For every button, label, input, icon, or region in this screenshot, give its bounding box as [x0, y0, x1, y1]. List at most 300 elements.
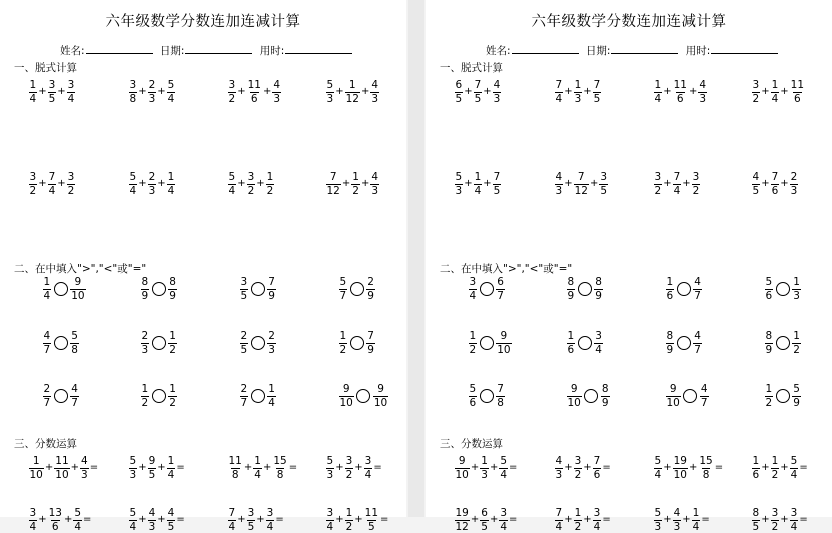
- fraction: [752, 508, 761, 532]
- denominator: 4: [555, 520, 563, 533]
- fraction: [29, 172, 38, 196]
- fraction: [272, 80, 281, 104]
- operator: +: [761, 86, 770, 97]
- numerator: 6: [497, 276, 504, 288]
- denominator: 6: [250, 92, 258, 105]
- fraction: [654, 456, 663, 480]
- denominator: 4: [790, 468, 798, 481]
- fraction: [496, 384, 505, 408]
- denominator: 5: [593, 92, 601, 105]
- denominator: 4: [500, 520, 508, 533]
- numerator: 7: [474, 79, 482, 91]
- denominator: 4: [595, 343, 602, 356]
- fraction: [326, 80, 335, 104]
- answer-circle[interactable]: [776, 336, 790, 350]
- numerator: 1: [268, 383, 275, 395]
- numerator: 9: [669, 383, 677, 395]
- denominator: 3: [326, 92, 334, 105]
- denominator: 3: [793, 289, 800, 302]
- name-label: 姓名:: [60, 45, 85, 57]
- denominator: 9: [595, 289, 602, 302]
- section-heading-ops: 三、分数运算: [440, 438, 503, 450]
- answer-circle[interactable]: [251, 389, 265, 403]
- answer-circle[interactable]: [251, 336, 265, 350]
- numerator: 1: [345, 507, 353, 519]
- denominator: 7: [700, 396, 708, 409]
- operator: +: [157, 86, 166, 97]
- calc-problem: [28, 172, 76, 196]
- operator: +: [780, 86, 789, 97]
- numerator: 3: [654, 171, 662, 183]
- numerator: 11: [673, 79, 687, 91]
- denominator: 6: [752, 468, 760, 481]
- answer-circle[interactable]: [480, 389, 494, 403]
- denominator: 4: [167, 184, 175, 197]
- page-title: 六年级数学分数连加连减计算: [531, 14, 727, 30]
- operator: +: [256, 178, 265, 189]
- operator: +: [335, 86, 344, 97]
- fraction: [469, 384, 478, 408]
- calc-problem: [454, 172, 502, 196]
- ops-problem: [227, 508, 284, 532]
- fraction: [771, 508, 780, 532]
- numerator: 4: [81, 455, 88, 467]
- fraction: [790, 172, 799, 196]
- numerator: 1: [793, 276, 800, 288]
- answer-circle[interactable]: [152, 389, 166, 403]
- operator: +: [780, 514, 789, 525]
- numerator: 8: [595, 276, 602, 288]
- operator: +: [38, 86, 47, 97]
- denominator: 6: [593, 468, 601, 481]
- fraction: [698, 80, 707, 104]
- numerator: 8: [752, 507, 760, 519]
- denominator: 2: [771, 520, 779, 533]
- numerator: 4: [43, 330, 51, 342]
- name-blank[interactable]: [512, 44, 579, 54]
- numerator: 3: [600, 171, 608, 183]
- numerator: 3: [247, 507, 255, 519]
- denominator: 4: [266, 520, 274, 533]
- numerator: 3: [67, 171, 75, 183]
- denominator: 2: [169, 396, 176, 409]
- numerator: 2: [240, 330, 248, 342]
- fraction: [141, 331, 150, 355]
- calc-problem: [325, 80, 380, 104]
- denominator: 10: [55, 468, 69, 481]
- equals-sign: =: [509, 462, 518, 473]
- fraction: [752, 172, 761, 196]
- student-info-line: [60, 43, 356, 58]
- fraction: [272, 456, 287, 480]
- fraction: [771, 172, 780, 196]
- numerator: 1: [765, 383, 773, 395]
- fraction: [240, 277, 249, 301]
- numerator: 8: [169, 276, 176, 288]
- answer-circle[interactable]: [578, 282, 592, 296]
- fraction: [455, 80, 464, 104]
- numerator: 7: [673, 171, 681, 183]
- numerator: 5: [71, 330, 78, 342]
- operator: +: [682, 514, 691, 525]
- fraction: [574, 456, 583, 480]
- fraction: [228, 508, 237, 532]
- denominator: 2: [339, 343, 347, 356]
- fraction: [790, 80, 805, 104]
- fraction: [43, 277, 52, 301]
- name-blank[interactable]: [86, 44, 153, 54]
- answer-circle[interactable]: [584, 389, 598, 403]
- calc-problem: [751, 80, 806, 104]
- operator: +: [682, 178, 691, 189]
- denominator: 4: [673, 184, 681, 197]
- fraction: [792, 331, 801, 355]
- fraction: [167, 508, 176, 532]
- fraction: [240, 384, 249, 408]
- fraction: [148, 456, 157, 480]
- answer-circle[interactable]: [578, 336, 592, 350]
- numerator: 8: [567, 276, 575, 288]
- numerator: 1: [574, 79, 582, 91]
- fraction: [469, 277, 478, 301]
- numerator: 3: [326, 507, 334, 519]
- numerator: 6: [455, 79, 463, 91]
- answer-circle[interactable]: [350, 282, 364, 296]
- denominator: 9: [367, 343, 374, 356]
- answer-circle[interactable]: [251, 282, 265, 296]
- denominator: 3: [81, 468, 88, 481]
- answer-circle[interactable]: [54, 336, 68, 350]
- fraction: [366, 331, 375, 355]
- denominator: 8: [702, 468, 710, 481]
- numerator: 4: [700, 383, 708, 395]
- ops-problem: [325, 508, 389, 532]
- fraction: [771, 80, 780, 104]
- numerator: 1: [266, 171, 274, 183]
- answer-circle[interactable]: [54, 282, 68, 296]
- compare-problem: [764, 277, 801, 301]
- numerator: 9: [570, 383, 578, 395]
- denominator: 3: [268, 343, 275, 356]
- date-blank[interactable]: [185, 44, 252, 54]
- denominator: 12: [345, 92, 359, 105]
- denominator: 4: [326, 520, 334, 533]
- compare-problem: [140, 277, 177, 301]
- answer-circle[interactable]: [677, 282, 691, 296]
- numerator: 3: [240, 276, 248, 288]
- denominator: 4: [790, 520, 798, 533]
- numerator: 15: [699, 455, 713, 467]
- calc-problem: [227, 80, 282, 104]
- numerator: 7: [771, 171, 779, 183]
- operator: +: [360, 86, 370, 97]
- fraction: [247, 80, 262, 104]
- fraction: [129, 508, 138, 532]
- numerator: 7: [268, 276, 275, 288]
- compare-problem: [566, 331, 603, 355]
- fraction: [594, 331, 603, 355]
- denominator: 3: [148, 520, 156, 533]
- name-label: 姓名:: [486, 45, 511, 57]
- fraction: [792, 384, 801, 408]
- calc-problem: [227, 172, 275, 196]
- numerator: 2: [367, 276, 374, 288]
- numerator: 1: [169, 330, 176, 342]
- fraction: [345, 456, 354, 480]
- numerator: 5: [500, 455, 508, 467]
- compare-problem: [42, 384, 79, 408]
- answer-circle[interactable]: [356, 389, 370, 403]
- fraction: [496, 331, 511, 355]
- equals-sign: =: [380, 514, 389, 525]
- date-blank[interactable]: [611, 44, 678, 54]
- denominator: 6: [771, 184, 779, 197]
- section-heading-compare: 二、在中填入">","<"或"=": [14, 263, 147, 275]
- denominator: 3: [129, 468, 137, 481]
- fraction: [370, 172, 379, 196]
- denominator: 8: [71, 343, 78, 356]
- denominator: 2: [247, 184, 255, 197]
- fraction: [666, 384, 681, 408]
- fraction: [351, 172, 360, 196]
- answer-circle[interactable]: [776, 282, 790, 296]
- operator: +: [663, 178, 672, 189]
- denominator: 4: [167, 92, 175, 105]
- numerator: 1: [692, 507, 700, 519]
- denominator: 12: [326, 184, 340, 197]
- denominator: 4: [692, 520, 700, 533]
- answer-circle[interactable]: [152, 336, 166, 350]
- numerator: 11: [55, 455, 69, 467]
- numerator: 2: [148, 79, 156, 91]
- denominator: 7: [43, 343, 51, 356]
- numerator: 4: [148, 507, 156, 519]
- numerator: 2: [790, 171, 798, 183]
- operator: +: [262, 462, 272, 473]
- operator: +: [341, 178, 351, 189]
- numerator: 8: [141, 276, 149, 288]
- answer-circle[interactable]: [152, 282, 166, 296]
- equals-sign: =: [176, 462, 185, 473]
- operator: +: [138, 462, 147, 473]
- operator: +: [237, 86, 246, 97]
- denominator: 7: [694, 343, 701, 356]
- denominator: 3: [273, 92, 281, 105]
- numerator: 1: [666, 276, 674, 288]
- denominator: 6: [567, 343, 575, 356]
- numerator: 8: [601, 383, 609, 395]
- numerator: 5: [654, 507, 662, 519]
- fraction: [70, 331, 79, 355]
- denominator: 4: [228, 184, 236, 197]
- fraction: [499, 508, 508, 532]
- denominator: 7: [497, 289, 504, 302]
- fraction: [141, 384, 150, 408]
- numerator: 3: [228, 79, 236, 91]
- fraction: [752, 80, 761, 104]
- numerator: 1: [32, 455, 40, 467]
- numerator: 5: [455, 171, 463, 183]
- calc-problem: [28, 80, 76, 104]
- numerator: 3: [266, 507, 274, 519]
- denominator: 9: [666, 343, 674, 356]
- answer-circle[interactable]: [677, 336, 691, 350]
- numerator: 1: [793, 330, 800, 342]
- numerator: 1: [474, 171, 482, 183]
- denominator: 3: [455, 184, 463, 197]
- fraction: [474, 172, 483, 196]
- denominator: 2: [141, 396, 149, 409]
- denominator: 3: [654, 520, 662, 533]
- denominator: 4: [654, 92, 662, 105]
- fraction: [48, 80, 57, 104]
- numerator: 1: [771, 455, 779, 467]
- operator: +: [483, 86, 492, 97]
- operator: +: [470, 514, 480, 525]
- denominator: 5: [493, 184, 501, 197]
- denominator: 6: [51, 520, 59, 533]
- fraction: [666, 277, 675, 301]
- fraction: [567, 331, 576, 355]
- operator: +: [57, 178, 66, 189]
- operator: +: [63, 514, 73, 525]
- denominator: 8: [129, 92, 137, 105]
- fraction: [167, 80, 176, 104]
- fraction: [567, 277, 576, 301]
- denominator: 2: [771, 468, 779, 481]
- numerator: 3: [790, 507, 798, 519]
- fraction: [141, 277, 150, 301]
- numerator: 11: [228, 455, 242, 467]
- numerator: 3: [574, 455, 582, 467]
- denominator: 10: [666, 396, 680, 409]
- denominator: 12: [574, 184, 588, 197]
- denominator: 6: [666, 289, 674, 302]
- numerator: 5: [765, 276, 773, 288]
- answer-circle[interactable]: [480, 336, 494, 350]
- fraction: [654, 80, 663, 104]
- operator: +: [243, 462, 253, 473]
- answer-circle[interactable]: [683, 389, 697, 403]
- denominator: 5: [752, 520, 760, 533]
- time-blank[interactable]: [285, 44, 352, 54]
- numerator: 1: [167, 171, 175, 183]
- fraction: [370, 80, 379, 104]
- ops-problem: [751, 456, 808, 480]
- fraction: [693, 331, 702, 355]
- denominator: 4: [254, 468, 261, 481]
- operator: +: [157, 462, 166, 473]
- fraction: [555, 80, 564, 104]
- numerator: 3: [469, 276, 477, 288]
- fraction: [70, 277, 85, 301]
- denominator: 2: [469, 343, 477, 356]
- numerator: 7: [555, 79, 563, 91]
- fraction: [693, 277, 702, 301]
- fraction: [364, 508, 379, 532]
- operator: +: [237, 514, 246, 525]
- fraction: [469, 331, 478, 355]
- fraction: [168, 384, 177, 408]
- numerator: 9: [74, 276, 82, 288]
- numerator: 5: [228, 171, 236, 183]
- denominator: 2: [574, 520, 582, 533]
- compare-problem: [764, 331, 801, 355]
- numerator: 1: [771, 79, 779, 91]
- denominator: 3: [574, 92, 582, 105]
- answer-circle[interactable]: [776, 389, 790, 403]
- numerator: 19: [455, 507, 469, 519]
- denominator: 9: [567, 289, 575, 302]
- denominator: 3: [790, 184, 798, 197]
- denominator: 2: [169, 343, 176, 356]
- fraction: [29, 456, 44, 480]
- fraction: [43, 331, 52, 355]
- numerator: 1: [29, 79, 37, 91]
- operator: +: [761, 514, 770, 525]
- numerator: 1: [352, 171, 359, 183]
- denominator: 4: [268, 396, 275, 409]
- numerator: 4: [371, 79, 379, 91]
- time-blank[interactable]: [711, 44, 778, 54]
- operator: +: [44, 462, 54, 473]
- fraction: [673, 80, 688, 104]
- answer-circle[interactable]: [54, 389, 68, 403]
- fraction: [168, 277, 177, 301]
- denominator: 4: [129, 184, 137, 197]
- fraction: [129, 172, 138, 196]
- numerator: 19: [673, 455, 687, 467]
- time-label: 用时:: [259, 45, 285, 57]
- fraction: [692, 508, 701, 532]
- numerator: 9: [500, 330, 508, 342]
- denominator: 3: [555, 184, 563, 197]
- answer-circle[interactable]: [480, 282, 494, 296]
- operator: +: [157, 514, 166, 525]
- fraction: [43, 384, 52, 408]
- fraction: [673, 456, 688, 480]
- fraction: [67, 172, 76, 196]
- numerator: 11: [247, 79, 261, 91]
- operator: +: [761, 462, 770, 473]
- numerator: 7: [329, 171, 337, 183]
- ops-problem: [751, 508, 808, 532]
- denominator: 3: [371, 92, 379, 105]
- numerator: 5: [469, 383, 477, 395]
- answer-circle[interactable]: [350, 336, 364, 350]
- numerator: 8: [666, 330, 674, 342]
- denominator: 10: [673, 468, 687, 481]
- denominator: 4: [555, 92, 563, 105]
- denominator: 3: [699, 92, 707, 105]
- compare-problem: [338, 331, 375, 355]
- fraction: [228, 456, 243, 480]
- fraction: [790, 508, 799, 532]
- denominator: 3: [673, 520, 681, 533]
- operator: +: [489, 462, 499, 473]
- operator: +: [464, 86, 473, 97]
- fraction: [247, 172, 256, 196]
- fraction: [765, 331, 774, 355]
- denominator: 3: [371, 184, 379, 197]
- denominator: 3: [481, 468, 488, 481]
- numerator: 3: [593, 507, 601, 519]
- compare-problem: [239, 331, 276, 355]
- numerator: 3: [247, 171, 255, 183]
- numerator: 3: [67, 79, 75, 91]
- numerator: 4: [694, 276, 701, 288]
- fraction: [493, 172, 502, 196]
